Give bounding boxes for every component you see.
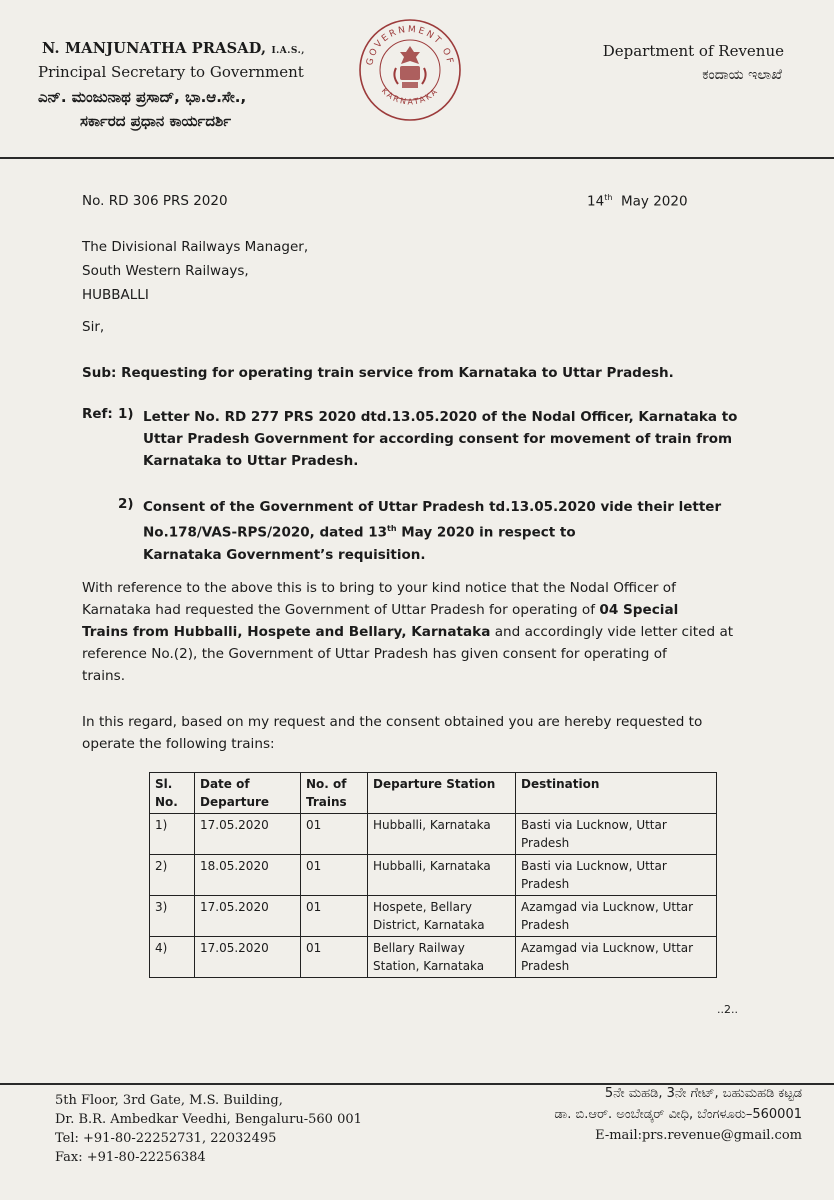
- column-header: Destination: [516, 773, 717, 814]
- department-name: Department of Revenue: [602, 42, 784, 60]
- body-paragraph-2: In this regard, based on my request and the consent obtained you are hereby requested to operate the following trains:: [82, 714, 703, 752]
- header-divider: [0, 157, 834, 159]
- column-header: Date of Departure: [195, 773, 301, 814]
- addressee-block: [82, 235, 308, 307]
- table-row: [150, 855, 717, 896]
- author-title: Principal Secretary to Government: [38, 63, 304, 81]
- subject-line: Sub: Requesting for operating train service from Karnataka to Uttar Pradesh.: [82, 365, 674, 381]
- column-header: Departure Station: [368, 773, 516, 814]
- table-cell: 2): [150, 855, 195, 896]
- table-row: [150, 896, 717, 937]
- table-cell: 01: [301, 937, 368, 978]
- footer-email: E-mail:prs.revenue@gmail.com: [595, 1128, 802, 1143]
- table-cell: Azamgad via Lucknow, Uttar Pradesh: [516, 937, 717, 978]
- ref-label: Ref:: [82, 406, 113, 422]
- table-cell: Basti via Lucknow, Uttar Pradesh: [516, 855, 717, 896]
- table-row: [150, 814, 717, 855]
- table-cell: 01: [301, 896, 368, 937]
- svg-text:GOVERNMENT OF: GOVERNMENT OF: [365, 24, 455, 67]
- government-seal: [356, 16, 464, 124]
- author-name-kannada: ಎನ್. ಮಂಜುನಾಥ ಪ್ರಸಾದ್, ಭಾ.ಆ.ಸೇ.,: [38, 88, 247, 106]
- footer-address-kannada: 5ನೇ ಮಹಡಿ, 3ನೇ ಗೇಟ್, ಬಹುಮಹಡಿ ಕಟ್ಟಡ ಡಾ. ಬಿ.ಆರ್. ಅಂಬೇಡ್ಕರ್ ವೀಧಿ, ಬೆಂಗಳೂರು–560001 E-mail:prs.revenue@gmail.com: [554, 1083, 802, 1146]
- footer-address-english: 5th Floor, 3rd Gate, M.S. Building, Dr. B.R. Ambedkar Veedhi, Bengaluru-560 001 Tel: +91-80-22252731, 22032495 Fax: +91-80-22256384: [55, 1093, 362, 1165]
- trains-table: [149, 772, 717, 978]
- table-cell: 01: [301, 855, 368, 896]
- ref-2-text: Consent of the Government of Uttar Pradesh td.13.05.2020 vide their letter No.178/VAS-RPS/2020, dated 13th May 2020 in respect to Karnataka Government’s requisition.: [143, 499, 722, 563]
- author-title-kannada: ಸರ್ಕಾರದ ಪ್ರಧಾನ ಕಾರ್ಯದರ್ಶಿ: [80, 112, 232, 130]
- table-cell: 17.05.2020: [195, 937, 301, 978]
- ref-1-text: Letter No. RD 277 PRS 2020 dtd.13.05.2020 of the Nodal Officer, Karnataka to Uttar Pradesh Government for according consent for movement of train from Karnataka to Uttar Pradesh.: [143, 409, 738, 469]
- table-cell: 17.05.2020: [195, 814, 301, 855]
- body-paragraph-1: With reference to the above this is to bring to your kind notice that the Nodal Officer of Karnataka had requested the Government of Uttar Pradesh for operating of 04 Special Trains from Hubballi, Hospete and Bellary, Karnataka and accordingly vide letter cited at reference No.(2), the Government of Uttar Pradesh has given consent for operating of trains.: [82, 580, 734, 684]
- department-name-kannada: ಕಂದಾಯ ಇಲಾಖೆ: [702, 67, 782, 83]
- addressee-line: HUBBALLI: [82, 287, 149, 303]
- ref-1-number: 1): [118, 406, 134, 422]
- table-cell: 1): [150, 814, 195, 855]
- addressee-line: South Western Railways,: [82, 263, 249, 279]
- table-cell: Azamgad via Lucknow, Uttar Pradesh: [516, 896, 717, 937]
- column-header: No. of Trains: [301, 773, 368, 814]
- table-cell: Hubballi, Karnataka: [368, 814, 516, 855]
- table-header-row: [150, 773, 717, 814]
- reference-number: No. RD 306 PRS 2020: [82, 193, 228, 209]
- table-cell: 17.05.2020: [195, 896, 301, 937]
- table-cell: 4): [150, 937, 195, 978]
- table-cell: 3): [150, 896, 195, 937]
- table-cell: Hubballi, Karnataka: [368, 855, 516, 896]
- table-cell: 01: [301, 814, 368, 855]
- addressee-line: The Divisional Railways Manager,: [82, 239, 309, 255]
- author-name: N. MANJUNATHA PRASAD, I.A.S.,: [42, 40, 305, 57]
- svg-text:KARNATAKA: KARNATAKA: [379, 86, 441, 107]
- column-header: Sl. No.: [150, 773, 195, 814]
- letter-date: 14th May 2020: [587, 193, 688, 210]
- table-cell: Basti via Lucknow, Uttar Pradesh: [516, 814, 717, 855]
- salutation: Sir,: [82, 319, 105, 335]
- table-row: [150, 937, 717, 978]
- ref-2-number: 2): [118, 496, 134, 512]
- page-continuation-mark: ..2..: [717, 1003, 738, 1016]
- table-cell: 18.05.2020: [195, 855, 301, 896]
- table-cell: Bellary Railway Station, Karnataka: [368, 937, 516, 978]
- table-cell: Hospete, Bellary District, Karnataka: [368, 896, 516, 937]
